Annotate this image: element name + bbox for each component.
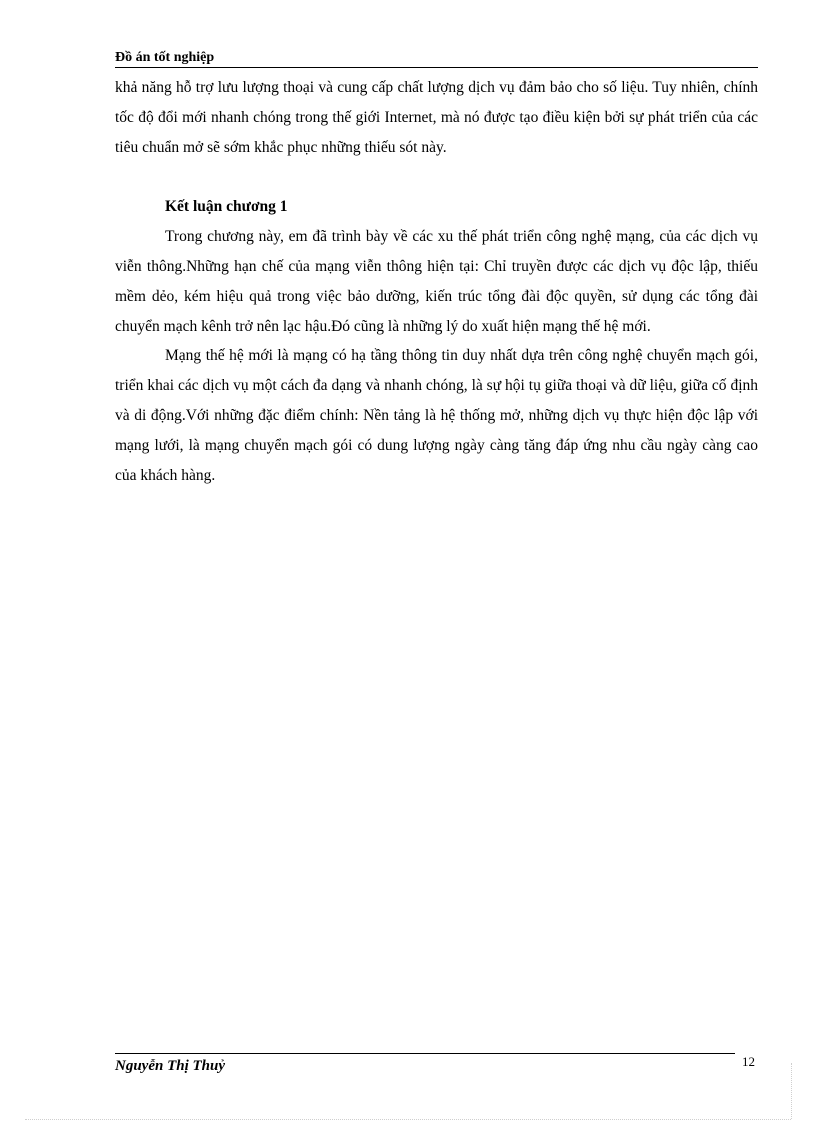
paragraph-ngn-definition: Mạng thế hệ mới là mạng có hạ tầng thông tin duy nhất dựa trên công nghệ chuyển mạch gói, triển khai các dịch vụ một cách đa dạng và nhanh chóng, là sự hội tụ giữa thoại và dữ liệu, giữa cố định và di động.Với những đặc điểm chính: Nền tảng là hệ thống mở, những dịch vụ thực hiện độc lập với mạng lưới, là mạng chuyển mạch gói có dung lượng ngày càng tăng đáp ứng nhu cầu ngày càng cao của khách hàng. — [115, 347, 758, 484]
section-heading: Kết luận chương 1 — [165, 198, 288, 216]
paragraph-chapter-summary: Trong chương này, em đã trình bày về các xu thế phát triển công nghệ mạng, của các dịch vụ viễn thông.Những hạn chế của mạng viễn thông hiện tại: Chỉ truyền được các dịch vụ độc lập, thiếu mềm dẻo, kém hiệu quả trong việc bảo dưỡng, kiến trúc tổng đài độc quyền, sử dụng các tổng đài chuyển mạch kênh trở nên lạc hậu.Đó cũng là những lý do xuất hiện mạng thế hệ mới. — [115, 228, 758, 335]
page-edge-bottom — [25, 1119, 791, 1120]
header-title: Đồ án tốt nghiệp — [115, 50, 215, 65]
footer-divider — [115, 1053, 735, 1054]
page-body — [115, 73, 758, 490]
page-edge-right — [791, 1063, 792, 1119]
page-number: 12 — [742, 1054, 755, 1069]
footer-author: Nguyễn Thị Thuỷ — [115, 1058, 226, 1074]
page-header — [115, 50, 758, 68]
paragraph-continuation: khả năng hỗ trợ lưu lượng thoại và cung cấp chất lượng dịch vụ đảm bảo cho số liệu. Tuy nhiên, chính tốc độ đổi mới nhanh chóng trong thế giới Internet, mà nó được tạo điều kiện bởi sự phát triển của các tiêu chuẩn mở sẽ sớm khắc phục những thiếu sót này. — [115, 79, 758, 156]
